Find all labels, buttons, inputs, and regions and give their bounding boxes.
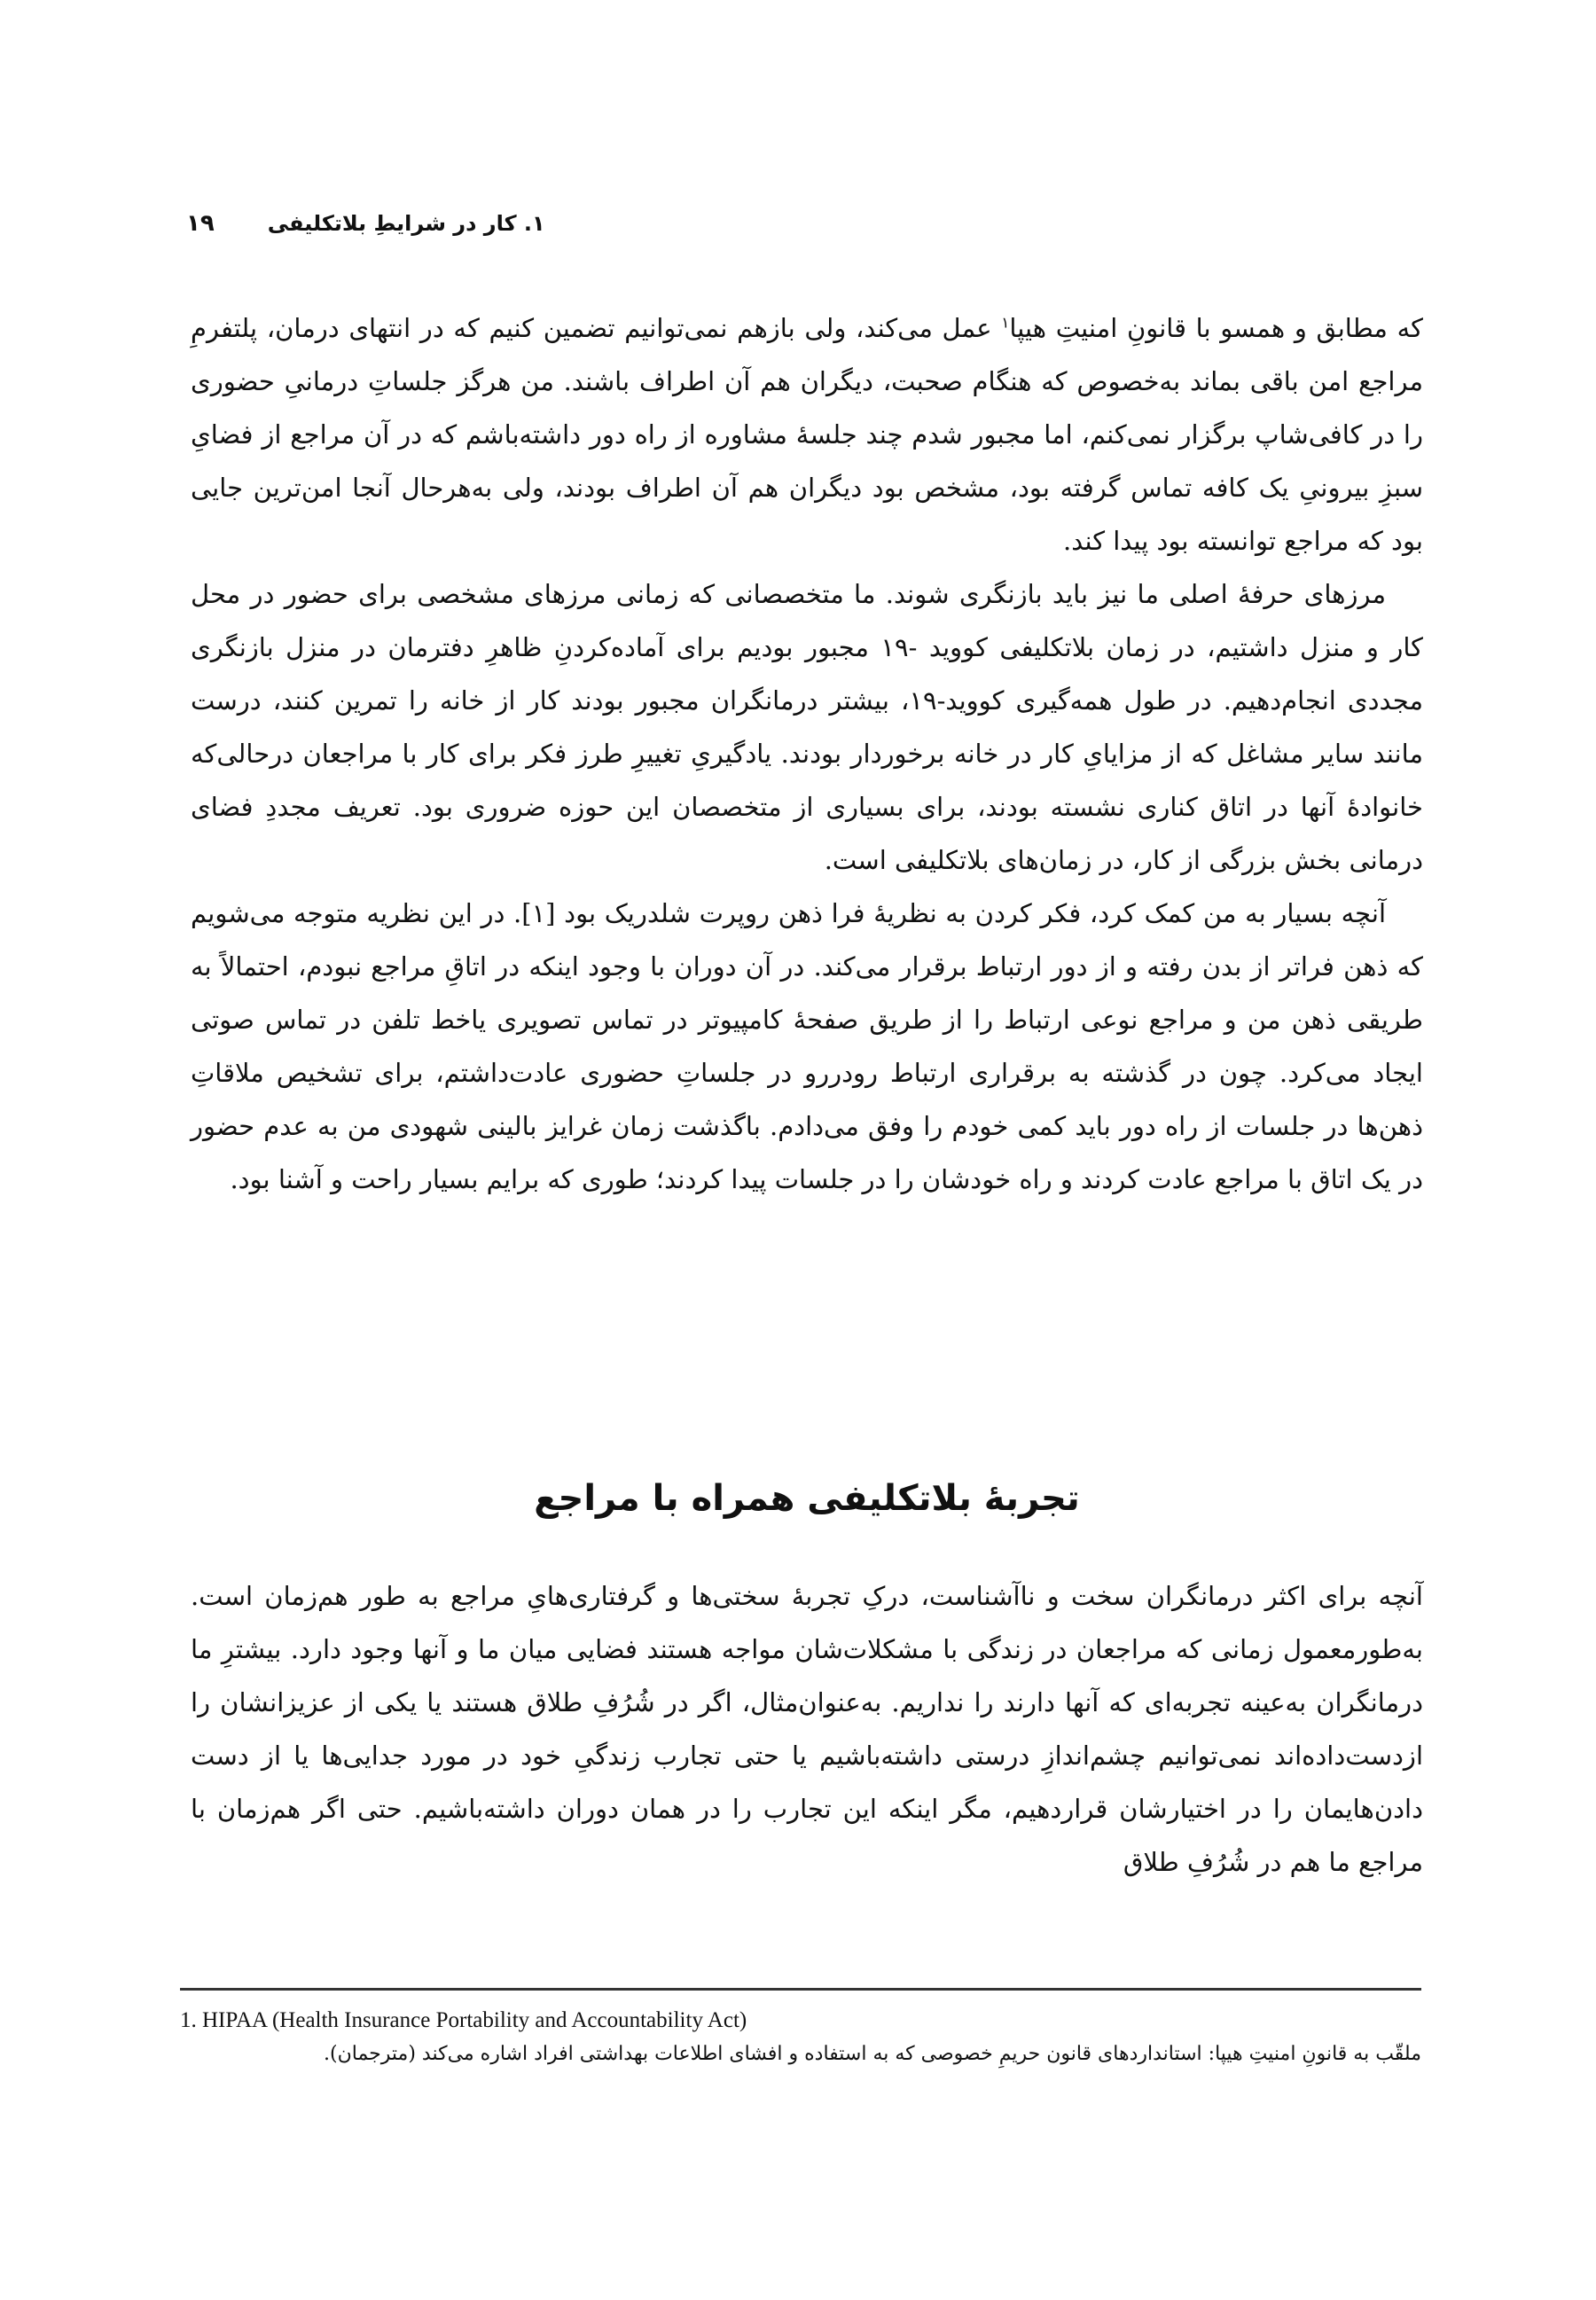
chapter-title: ۱. کار در شرایطِ بلاتکلیفی xyxy=(267,211,545,236)
page-number: ۱۹ xyxy=(186,210,215,237)
paragraph-1 xyxy=(191,301,1423,567)
paragraph-2: مرزهای حرفهٔ اصلی ما نیز باید بازنگری شوند. ما متخصصانی که زمانی مرزهای مشخصی برای حضور در محل کار و منزل داشتیم، در زمان بلاتکلیفی کووید -۱۹ مجبور بودیم برای آماده‌کردنِ ظاهرِ دفترمان در منزل بازنگری مجددی انجام‌دهیم. در طول همه‌گیری کووید-۱۹، بیشتر درمانگران مجبور بودند کار از خانه را تمرین کنند، درست مانند سایر مشاغل که از مزایایِ کار در خانه برخوردار بودند. یادگیریِ تغییرِ طرز فکر برای کار با مراجعان درحالی‌که خانوادهٔ آنها در اتاق کناری نشسته بودند، برای بسیاری از متخصصان این حوزه ضروری بود. تعریف مجددِ فضای درمانی بخش بزرگی از کار، در زمان‌های بلاتکلیفی است. xyxy=(191,579,1423,875)
section-heading: تجربهٔ بلاتکلیفی همراه با مراجع xyxy=(534,1478,1080,1519)
footnote-1-persian: ملقّب به قانونِ امنیتِ هیپا: استانداردهای قانون حریمِ خصوصی که به استفاده و افشای اطلاعات بهداشتی افراد اشاره می‌کند (مترجمان). xyxy=(324,2043,1421,2065)
paragraph-3: آنچه بسیار به من کمک کرد، فکر کردن به نظریهٔ فرا ذهن روپرت شلدریک بود [۱]. در این نظریه متوجه می‌شویم که ذهن فراتر از بدن رفته و از دور ارتباط برقرار می‌کند. در آن دوران با وجود اینکه در اتاقِ مراجع نبودم، احتمالاً به طریقی ذهن من و مراجع نوعی ارتباط را از طریق صفحهٔ کامپیوتر در تماس تصویری یاخط تلفن در تماس صوتی ایجاد می‌کرد. چون در گذشته به برقراری ارتباط رودررو در جلساتِ حضوری عادت‌داشتم، برای تشخیص ملاقاتِ ذهن‌ها در جلسات از راه دور باید کمی خودم را وفق می‌دادم. باگذشت زمان غرایز بالینی شهودی من به عدم حضور در یک اتاق با مراجع عادت کردند و راه خودشان را در جلسات پیدا کردند؛ طوری که برایم بسیار راحت و آشنا بود. xyxy=(191,898,1423,1194)
running-header xyxy=(186,206,718,241)
footnote-divider xyxy=(180,1988,1421,1991)
footnote-1-english: 1. HIPAA (Health Insurance Portability and Accountability Act) xyxy=(180,2008,747,2032)
paragraph-1-text-b: عمل می‌کند، ولی بازهم نمی‌توانیم تضمین کنیم که در انتهای درمان، پلتفرمِ مراجع امن باقی بماند به‌خصوص که هنگام صحبت، دیگران هم آن اطراف باشند. من هرگز جلساتِ درمانیِ حضوری را در کافی‌شاپ برگزار نمی‌کنم، اما مجبور شدم چند جلسهٔ مشاوره از راه دور داشته‌باشم که در آن مراجع از فضایِ سبزِ بیرونیِ یک کافه تماس گرفته بود، مشخص بود دیگران هم آن اطراف بودند، ولی به‌هرحال آنجا امن‌ترین جایی بود که مراجع توانسته بود پیدا کند. xyxy=(191,313,1423,556)
section-2-body xyxy=(191,1569,1423,1889)
paragraph-1-text-a: که مطابق و همسو با قانونِ امنیتِ هیپا xyxy=(1009,313,1423,343)
section-1-body xyxy=(191,301,1423,1206)
paragraph-4: آنچه برای اکثر درمانگران سخت و ناآشناست، درکِ تجربهٔ سختی‌ها و گرفتاری‌هایِ مراجع به طور هم‌زمان است. به‌طورمعمول زمانی که مراجعان در زندگی با مشکلات‌شان مواجه هستند فضایی میان ما و آنها وجود دارد. بیشترِ ما درمانگران به‌عینه تجربه‌ای که آنها دارند را نداریم. به‌عنوان‌مثال، اگر در شُرُفِ طلاق هستند یا یکی از عزیزانشان را ازدست‌داده‌اند نمی‌توانیم چشم‌اندازِ درستی داشته‌باشیم یا حتی تجارب زندگیِ خود در مورد جدایی‌ها یا از دست دادن‌هایمان را در اختیارشان قراردهیم، مگر اینکه این تجارب را در همان دوران داشته‌باشیم. حتی اگر هم‌زمان با مراجع ما هم در شُرُفِ طلاق xyxy=(191,1581,1423,1877)
footnote-marker-1[interactable]: ۱ xyxy=(1001,314,1010,332)
